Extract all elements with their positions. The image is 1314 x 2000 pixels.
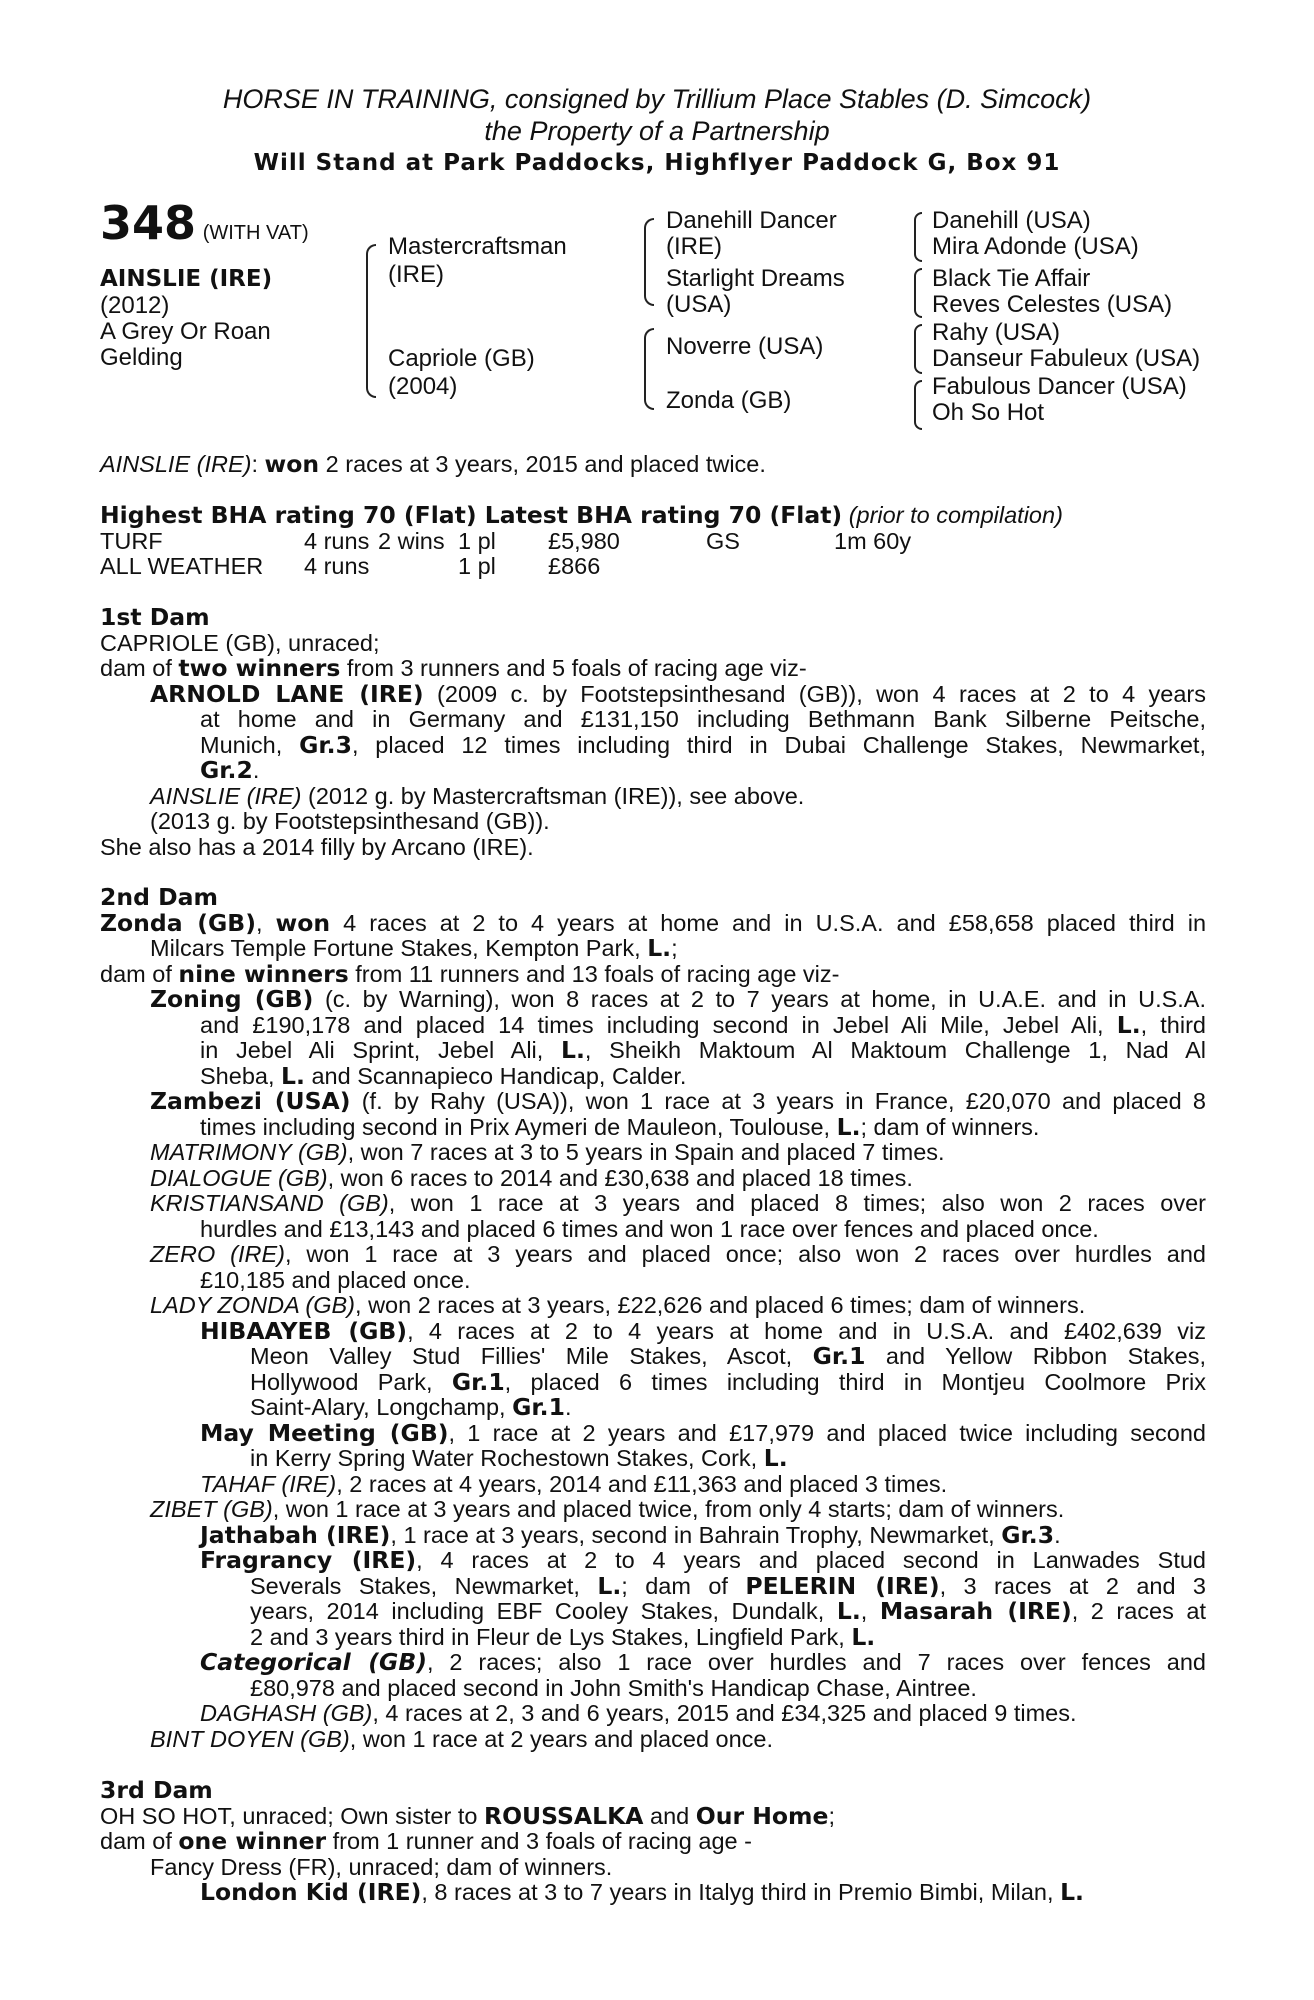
ped-ss-2: (IRE) — [666, 233, 722, 260]
text: and — [650, 1802, 690, 1829]
hibaayeb-line-2 — [100, 1344, 1206, 1370]
progeny-name: BINT DOYEN (GB) — [150, 1725, 350, 1752]
zoning-line-2 — [100, 1010, 1206, 1039]
rating-block — [100, 503, 1206, 580]
hibaayeb-line-1 — [100, 1316, 1206, 1345]
text: , 1 race at 2 years and £17,979 and placed twice including second — [448, 1419, 1206, 1446]
text: , won 1 race at 3 years and placed 8 times; also won 2 races over — [388, 1190, 1206, 1216]
zibet-line — [100, 1497, 1206, 1523]
arnold-lane-line-1 — [100, 679, 1206, 708]
unnamed-2013-line: (2013 g. by Footstepsinthesand (GB)). — [150, 808, 550, 834]
progeny-name: HIBAAYEB (GB) — [200, 1316, 408, 1345]
text: , won 1 race at 3 years and placed once; also won 2 races over hurdles and — [284, 1241, 1206, 1267]
text: times including second in Prix Aymeri de Mauleon, Toulouse, — [200, 1113, 831, 1140]
winners-count: nine winners — [178, 959, 349, 988]
arnold-lane-line-3 — [100, 730, 1206, 759]
record-surface: TURF — [100, 527, 163, 554]
text: , 4 races at 2, 3 and 6 years, 2015 and £34,325 and placed 9 times. — [372, 1700, 1077, 1726]
text: , won 7 races at 3 to 5 years in Spain and placed 7 times. — [347, 1139, 945, 1165]
text: from 11 runners and 13 foals of racing age viz- — [355, 960, 840, 987]
text: ; — [828, 1802, 836, 1829]
bracket-dam-parents — [644, 328, 654, 410]
text: and Yellow Ribbon Stakes, — [885, 1343, 1206, 1369]
filly-2014-line: She also has a 2014 filly by Arcano (IRE). — [100, 833, 534, 860]
rating-note: (prior to compilation) — [848, 502, 1063, 528]
progeny-name: London Kid (IRE) — [200, 1878, 422, 1906]
text: . — [252, 757, 260, 783]
horse-name: AINSLIE (IRE) — [100, 266, 273, 292]
progeny-name: AINSLIE (IRE) — [150, 782, 302, 809]
ped-g4-2: Oh So Hot — [932, 399, 1045, 426]
kristiansand-line-1 — [100, 1191, 1206, 1217]
text: , placed 6 times including third in Montjeu Coolmore Prix — [504, 1368, 1207, 1395]
text: , 1 race at 3 years, second in Bahrain Trophy, Newmarket, — [390, 1521, 995, 1548]
text: (c. by Warning), won 8 races at 2 to 7 years at home, in U.A.E. and in U.S.A. — [324, 986, 1207, 1012]
grade: L. — [763, 1444, 788, 1472]
grade: Gr.2 — [200, 756, 253, 784]
text: ; — [671, 935, 678, 961]
ped-sd-1: Starlight Dreams — [666, 265, 845, 292]
race-summary — [100, 452, 1206, 478]
ped-sire-1: Mastercraftsman — [388, 233, 567, 260]
first-dam-title: 1st Dam — [100, 603, 210, 631]
record-earnings: £5,980 — [548, 527, 620, 554]
second-dam-title: 2nd Dam — [100, 883, 218, 911]
header-stand: Will Stand at Park Paddocks, Highflyer Paddock G, Box 91 — [253, 150, 1061, 176]
oh-so-hot-line — [100, 1801, 1206, 1830]
text: Sheba, — [200, 1062, 275, 1089]
hibaayeb-line-3 — [100, 1367, 1207, 1396]
record-runs: 4 runs — [304, 553, 370, 579]
text: from 3 runners and 5 foals of racing age viz- — [346, 655, 807, 681]
third-dam-section — [100, 1778, 1206, 1906]
text: , third — [1140, 1011, 1206, 1038]
lady-zonda-line — [100, 1293, 1206, 1319]
progeny-name: DIALOGUE (GB) — [150, 1164, 328, 1191]
progeny-name: DAGHASH (GB) — [200, 1700, 373, 1726]
grade: L. — [851, 1622, 876, 1651]
ped-dd: Zonda (GB) — [666, 387, 792, 414]
dialogue-line — [100, 1166, 1206, 1192]
progeny-name: ZERO (IRE) — [150, 1241, 285, 1267]
text: in Kerry Spring Water Rochestown Stakes, Cork, — [250, 1445, 758, 1471]
grade: L. — [1060, 1878, 1084, 1906]
summary-name: AINSLIE (IRE) — [100, 451, 252, 477]
text: . — [1054, 1521, 1061, 1548]
horse-year: (2012) — [100, 292, 170, 319]
zonda-line-2 — [100, 936, 1206, 962]
london-kid-line — [100, 1880, 1206, 1906]
kristiansand-line-2: hurdles and £13,143 and placed 6 times and won 1 race over fences and placed once. — [200, 1215, 1099, 1242]
grade: Gr.1 — [512, 1393, 565, 1421]
zambezi-line-2 — [100, 1112, 1206, 1141]
grade: Gr.1 — [451, 1367, 505, 1396]
text: in Jebel Ali Sprint, Jebel Ali, — [200, 1037, 544, 1063]
grade: Gr.3 — [1001, 1520, 1055, 1549]
summary-won: won — [264, 450, 320, 478]
grade: L. — [281, 1061, 305, 1090]
text: Saint-Alary, Longchamp, — [250, 1394, 506, 1420]
ped-g3-1: Rahy (USA) — [932, 319, 1061, 346]
header-property: the Property of a Partnership — [484, 116, 830, 146]
text: , 3 races at 2 and 3 — [939, 1572, 1207, 1599]
jathabah-line — [100, 1520, 1206, 1549]
bracket-sire-parents — [644, 218, 654, 306]
text: , — [255, 909, 263, 936]
text: , won 1 race at 2 years and placed once. — [349, 1725, 774, 1752]
text: Meon Valley Stud Fillies' Mile Stakes, Ascot, — [250, 1343, 793, 1369]
text: , 2 races at 4 years, 2014 and £11,363 and placed 3 times. — [336, 1470, 948, 1497]
lot-number: 348 — [100, 196, 197, 250]
zoning-line-1 — [100, 987, 1206, 1013]
record-wins: 2 wins — [378, 527, 445, 554]
record-going: GS — [706, 527, 740, 554]
grade: L. — [561, 1036, 585, 1064]
bracket-g1 — [914, 212, 922, 262]
text: dam of — [100, 1828, 172, 1854]
relative-name: ROUSSALKA — [483, 1801, 644, 1830]
ainslie-line — [100, 784, 1206, 810]
fragrancy-line-3 — [100, 1599, 1206, 1625]
dam-name: Zonda (GB) — [100, 908, 256, 937]
text: (2009 c. by Footstepsinthesand (GB)), won 4 races at 2 to 4 years — [437, 680, 1206, 707]
text: , won 6 races to 2014 and £30,638 and placed 18 times. — [327, 1164, 913, 1191]
text: ; dam of — [621, 1572, 728, 1599]
progeny-name: Jathabah (IRE) — [200, 1520, 391, 1549]
text: ; dam of winners. — [860, 1113, 1040, 1140]
summary-rest: 2 races at 3 years, 2015 and placed twice. — [325, 451, 766, 477]
bint-doyen-line — [100, 1727, 1206, 1753]
grade: L. — [597, 1571, 622, 1600]
progeny-name: May Meeting (GB) — [200, 1418, 449, 1447]
fragrancy-line-2 — [100, 1571, 1207, 1600]
may-meeting-line-1 — [100, 1418, 1206, 1447]
won: won — [275, 908, 331, 937]
bracket-sire-dam — [366, 244, 376, 398]
ped-sire-2: (IRE) — [388, 261, 444, 288]
fancy-dress-line: Fancy Dress (FR), unraced; dam of winners. — [150, 1853, 613, 1880]
ped-g4-1: Fabulous Dancer (USA) — [932, 373, 1187, 400]
text: (2012 g. by Mastercraftsman (IRE)), see above. — [308, 782, 805, 809]
ped-g1-2: Mira Adonde (USA) — [932, 233, 1139, 260]
progeny-name: LADY ZONDA (GB) — [150, 1292, 356, 1318]
zambezi-line-1 — [100, 1089, 1206, 1115]
categorical-line-2: £80,978 and placed second in John Smith's Handicap Chase, Aintree. — [250, 1674, 977, 1701]
text: Severals Stakes, Newmarket, — [250, 1572, 580, 1599]
winners-count: one winner — [178, 1827, 327, 1855]
hibaayeb-line-4 — [100, 1395, 1206, 1421]
categorical-line-1 — [100, 1650, 1206, 1676]
text: , Sheikh Maktoum Al Maktoum Challenge 1, Nad Al — [584, 1037, 1206, 1063]
grade: L. — [836, 1597, 861, 1625]
zoning-line-3 — [100, 1038, 1206, 1064]
ped-g2-2: Reves Celestes (USA) — [932, 291, 1173, 318]
zero-line-2: £10,185 and placed once. — [200, 1266, 471, 1293]
matrimony-line — [100, 1140, 1206, 1166]
text: , 2 races at — [1071, 1598, 1207, 1624]
grade: Gr.1 — [812, 1342, 866, 1370]
summary-colon: : — [251, 451, 259, 477]
progeny-name: MATRIMONY (GB) — [150, 1139, 348, 1165]
relative-name: Our Home — [695, 1801, 829, 1830]
text: from 1 runner and 3 foals of racing age - — [332, 1828, 752, 1854]
grade: Gr.3 — [299, 730, 352, 759]
ped-ds: Noverre (USA) — [666, 333, 824, 360]
fragrancy-line-4 — [100, 1622, 1206, 1651]
progeny-name: Zambezi (USA) — [150, 1087, 351, 1115]
tahaf-line — [100, 1472, 1206, 1498]
winners-count: two winners — [178, 654, 341, 682]
text: , won 2 races at 3 years, £22,626 and placed 6 times; dam of winners. — [355, 1292, 1086, 1318]
zonda-line-1 — [100, 908, 1207, 937]
record-row-aw — [100, 554, 1206, 580]
ped-g2-1: Black Tie Affair — [932, 265, 1091, 292]
ped-g3-2: Danseur Fabuleux (USA) — [932, 345, 1201, 372]
ped-g1-1: Danehill (USA) — [932, 207, 1091, 234]
header-consignor: HORSE IN TRAINING, consigned by Trillium Place Stables (D. Simcock) — [222, 84, 1092, 114]
horse-sex: Gelding — [100, 344, 183, 371]
ped-dam-2: (2004) — [388, 373, 458, 400]
progeny-name: TAHAF (IRE) — [200, 1470, 337, 1497]
progeny-name: PELERIN (IRE) — [745, 1571, 940, 1600]
second-dam-section — [100, 885, 1206, 1752]
record-row-turf — [100, 529, 1206, 555]
record-placed: 1 pl — [458, 527, 496, 554]
record-runs: 4 runs — [304, 527, 370, 554]
arnold-lane-line-2: at home and in Germany and £131,150 including Bethmann Bank Silberne Peitsche, — [200, 706, 1206, 732]
daghash-line — [100, 1701, 1206, 1727]
text: . — [564, 1394, 572, 1420]
first-dam-section — [100, 605, 1206, 860]
arnold-lane-line-4 — [100, 758, 1206, 784]
lot-number-block — [100, 196, 309, 250]
text: dam of — [100, 655, 172, 681]
progeny-name: Masarah (IRE) — [879, 1597, 1072, 1625]
fragrancy-line-1 — [100, 1548, 1206, 1574]
ped-dam-1: Capriole (GB) — [388, 345, 535, 372]
horse-colour: A Grey Or Roan — [100, 318, 271, 345]
text: years, 2014 including EBF Cooley Stakes, Dundalk, — [250, 1598, 825, 1624]
grade: L. — [836, 1112, 861, 1141]
text: OH SO HOT, unraced; Own sister to — [100, 1802, 478, 1829]
bracket-g3 — [914, 324, 922, 374]
text: Milcars Temple Fortune Stakes, Kempton Park, — [150, 935, 641, 961]
progeny-name: Zoning (GB) — [150, 985, 314, 1013]
zoning-line-4 — [100, 1061, 1206, 1090]
rating-bold: Highest BHA rating 70 (Flat) Latest BHA rating 70 (Flat) — [100, 501, 843, 529]
ped-sd-2: (USA) — [666, 291, 732, 318]
text: , — [860, 1598, 868, 1624]
text: , 4 races at 2 to 4 years and placed second in Lanwades Stud — [416, 1547, 1206, 1573]
grade: L. — [1116, 1010, 1141, 1039]
progeny-name: ARNOLD LANE (IRE) — [150, 679, 424, 708]
text: Hollywood Park, — [250, 1368, 433, 1395]
record-placed: 1 pl — [458, 553, 496, 579]
record-earnings: £866 — [548, 553, 601, 579]
bracket-g4 — [914, 380, 922, 430]
first-dam-line: CAPRIOLE (GB), unraced; — [100, 629, 380, 656]
text: and Scannapieco Handicap, Calder. — [311, 1062, 687, 1089]
text: and £190,178 and placed 14 times including second in Jebel Ali Mile, Jebel Ali, — [200, 1011, 1104, 1038]
text: , 8 races at 3 to 7 years in Italyg third in Premio Bimbi, Milan, — [421, 1879, 1054, 1905]
progeny-name: Categorical (GB) — [200, 1648, 427, 1676]
text: , won 1 race at 3 years and placed twice, from only 4 starts; dam of winners. — [272, 1496, 1065, 1522]
record-surface: ALL WEATHER — [100, 553, 264, 579]
progeny-name: ZIBET (GB) — [150, 1496, 273, 1522]
text: , 4 races at 2 to 4 years at home and in U.S.A. and £402,639 viz — [407, 1317, 1206, 1344]
may-meeting-line-2 — [100, 1446, 1206, 1472]
text: , 2 races; also 1 race over hurdles and 7 races over fences and — [426, 1649, 1207, 1675]
text: (f. by Rahy (USA)), won 1 race at 3 years in France, £20,070 and placed 8 — [361, 1088, 1206, 1114]
text: , placed 12 times including third in Dubai Challenge Stakes, Newmarket, — [351, 731, 1206, 758]
text: Munich, — [200, 731, 283, 758]
record-distance: 1m 60y — [834, 527, 912, 554]
progeny-name: KRISTIANSAND (GB) — [150, 1190, 389, 1216]
lot-vat: (WITH VAT) — [202, 222, 309, 244]
bracket-g2 — [914, 268, 922, 318]
zero-line-1 — [100, 1242, 1206, 1268]
ped-ss-1: Danehill Dancer — [666, 207, 837, 234]
text: 2 and 3 years third in Fleur de Lys Stakes, Lingfield Park, — [250, 1623, 845, 1650]
text: 4 races at 2 to 4 years at home and in U.S.A. and £58,658 placed third in — [343, 909, 1207, 936]
third-dam-title: 3rd Dam — [100, 1776, 213, 1804]
text: dam of — [100, 960, 172, 987]
progeny-name: Fragrancy (IRE) — [200, 1546, 417, 1574]
grade: L. — [647, 934, 672, 962]
